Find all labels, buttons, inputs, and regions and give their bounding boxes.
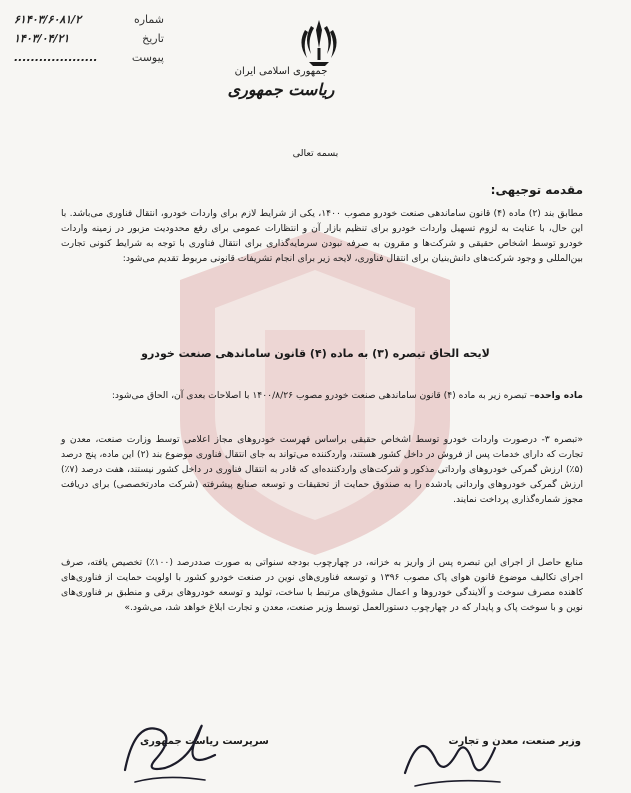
note-paragraph: «تبصره ۳- درصورت واردات خودرو توسط اشخاص حقیقی براساس فهرست خودروهای مجاز اعلامی توسط وزارت صنعت، معدن و تجارت که دارای خدمات پس از فروش در داخل کشور هستند، واردکننده می‌تواند به جای انتقال فناوری موضوع بند (۲) این ماده، پنج درصد (۵٪) ارزش گمرکی خودروهای وارداتی مذکور و شرکت‌های واردکننده‌ای که قادر به انتقال فناوری در داخل کشور نیستند، هفت درصد (۷٪) ارزش گمرکی خودروهای وارداتی یادشده را به صندوق حمایت از تحقیقات و توسعه صنایع پیشرفته (شرکت مادرتخصصی) برای دریافت مجوز شماره‌گذاری پرداخت نمایند. bbox=[61, 434, 584, 506]
ref-attachment-label: پیوست bbox=[131, 51, 164, 64]
ref-number-value: ۶۱۴۰۳/۶۰۸۱/۲ bbox=[14, 13, 82, 26]
ref-attachment-row bbox=[14, 48, 164, 67]
org-country-name: جمهوری اسلامی ایران bbox=[234, 66, 328, 77]
ref-date-label: تاریخ bbox=[142, 32, 164, 45]
ref-attachment-value: .................... bbox=[14, 51, 98, 64]
ref-number-label: شماره bbox=[133, 13, 164, 26]
single-article-label: ماده واحده bbox=[534, 390, 583, 401]
intro-paragraph: مطابق بند (۲) ماده (۴) قانون ساماندهی صنعت خودرو مصوب ۱۴۰۰، یکی از شرایط لازم برای واردات خودرو، انتقال فناوری می‌باشد. با این حال، با عنایت به لزوم تسهیل واردات خودرو برای تنظیم بازار آن و انتظارات عمومی برای رفع محدودیت مزبور در زمینه واردات خودرو توسط اشخاص حقیقی و شرکت‌ها و مقرون به صرفه نبودن سرمایه‌گذاری برای انتقال فناوری با توجه به شرایط کنونی تجارت بین‌المللی و وجود شرکت‌های دانش‌بنیان برای انتقال فناوری، لایحه زیر برای انجام تشریفات قانونی مربوط تقدیم می‌شود: bbox=[61, 208, 584, 265]
right-signer-title: وزیر صنعت، معدن و تجارت bbox=[448, 736, 581, 747]
bismillah-heading: بسمه تعالی bbox=[292, 148, 339, 159]
ref-date-value: ۱۴۰۳/۰۴/۲۱ bbox=[14, 32, 70, 45]
ref-number-row bbox=[14, 10, 164, 29]
org-presidency-name: ریاست جمهوری bbox=[227, 80, 335, 99]
resources-paragraph: منابع حاصل از اجرای این تبصره پس از واریز به خزانه، در چهارچوب بودجه سنواتی به صورت صددرصد (۱۰۰٪) تخصیص یافته، صرف اجرای تکالیف موضوع قانون هوای پاک مصوب ۱۳۹۶ و توسعه فناوری‌های نوین در صنعت خودرو کشور با اولویت حمایت از فناوری‌های کاهنده مصرف سوخت و آلایندگی خودروها و اعمال مشوق‌های مرتبط با ساخت، تولید و توسعه خودروهای برقی و منطبق بر فناوری‌های نوین و با سوخت پاک و پایدار که در چهارچوب دستورالعمل توسط وزیر صنعت، معدن و تجارت ابلاغ خواهد شد، می‌شود.» bbox=[61, 557, 584, 614]
left-signer-title: سرپرست ریاست جمهوری bbox=[140, 736, 269, 747]
reference-block bbox=[14, 10, 164, 67]
ref-date-row bbox=[14, 29, 164, 48]
intro-heading: مقدمه توجیهی: bbox=[490, 183, 583, 197]
right-signature bbox=[395, 718, 515, 793]
bill-title: لایحه الحاق تبصره (۳) به ماده (۴) قانون ساماندهی صنعت خودرو bbox=[141, 347, 490, 360]
single-article-paragraph bbox=[61, 388, 583, 403]
single-article-text: – تبصره زیر به ماده (۴) قانون ساماندهی صنعت خودرو مصوب ۱۴۰۰/۸/۲۶ با اصلاحات بعدی آن، الحاق می‌شود: bbox=[111, 390, 535, 401]
iran-emblem-icon bbox=[299, 18, 339, 70]
